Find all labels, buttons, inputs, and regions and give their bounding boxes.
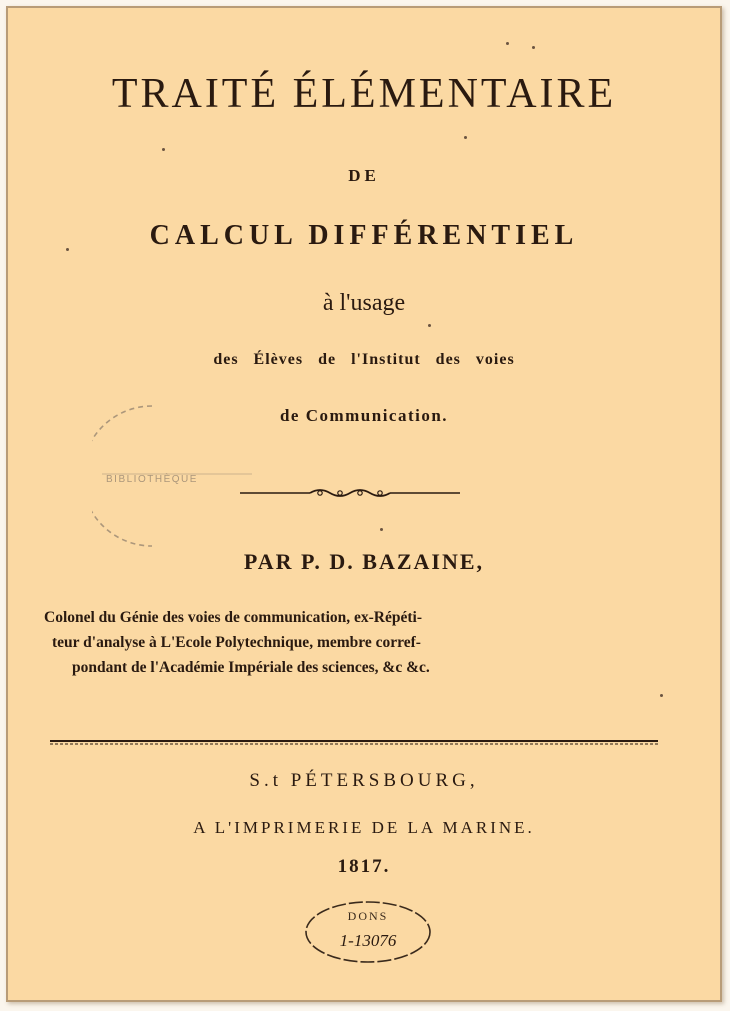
book-subtitle: CALCUL DIFFÉRENTIEL <box>149 220 579 251</box>
usage-line-2: des Élèves de l'Institut des voies <box>213 351 515 368</box>
ink-speck <box>660 694 663 697</box>
author-description <box>44 605 684 680</box>
ink-speck <box>506 42 509 45</box>
stamp-text: BIBLIOTHÈQUE <box>106 474 198 485</box>
ink-speck <box>532 46 535 49</box>
author-line: PAR P. D. BAZAINE, <box>243 549 485 574</box>
title-page <box>6 6 722 1002</box>
library-stamp <box>92 396 262 556</box>
publication-place: S.t PÉTERSBOURG, <box>249 770 479 791</box>
publication-year: 1817. <box>337 856 391 877</box>
stamp-label: DONS <box>347 909 389 923</box>
author-desc-line: Colonel du Génie des voies de communication, ex-Répéti- <box>44 609 423 626</box>
usage-line-3: de Communication. <box>279 406 449 425</box>
ink-speck <box>162 148 165 151</box>
donation-stamp <box>298 896 438 968</box>
ornament-rule <box>240 484 460 502</box>
author-desc-line: teur d'analyse à L'Ecole Polytechnique, membre corref- <box>52 634 421 651</box>
ink-speck <box>66 248 69 251</box>
ink-speck <box>428 324 431 327</box>
ink-speck <box>380 528 383 531</box>
usage-line-1: à l'usage <box>322 290 406 316</box>
stamp-number: 1-13076 <box>339 931 397 950</box>
printer-line: A L'IMPRIMERIE DE LA MARINE. <box>193 818 535 837</box>
title-connector: DE <box>348 166 380 185</box>
book-title: TRAITÉ ÉLÉMENTAIRE <box>111 71 617 117</box>
ink-speck <box>464 136 467 139</box>
author-desc-line: pondant de l'Académie Impériale des sciences, &c &c. <box>72 659 430 676</box>
decorative-rule <box>50 738 658 746</box>
